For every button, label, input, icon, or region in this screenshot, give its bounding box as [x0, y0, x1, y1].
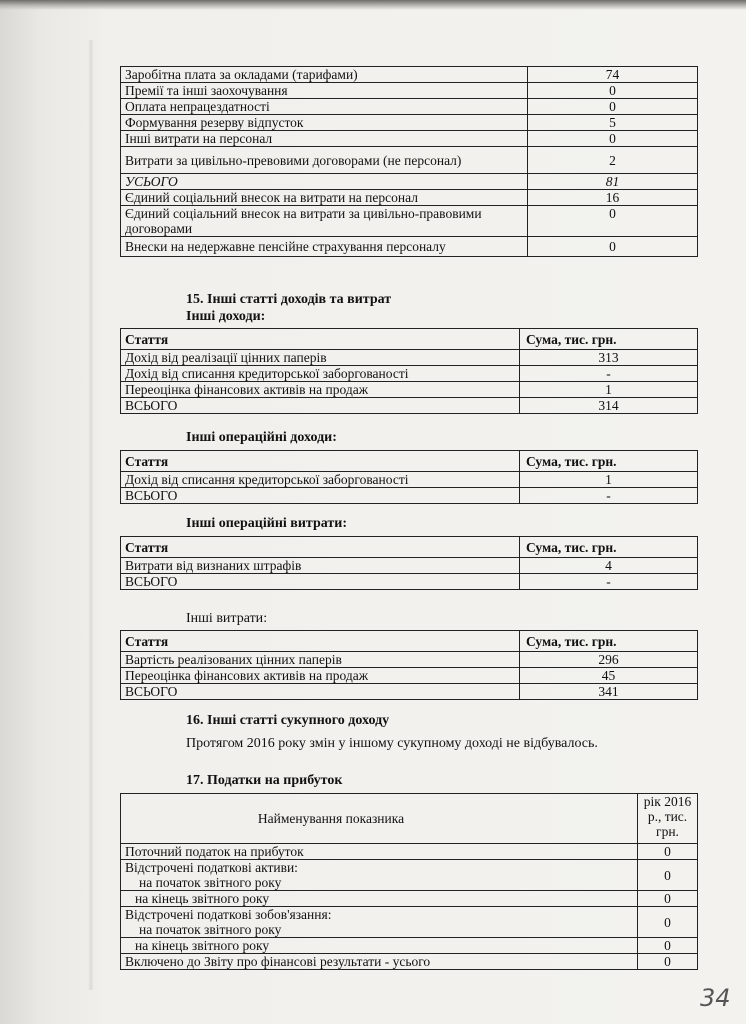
row-label [121, 907, 638, 938]
table-row [121, 366, 698, 382]
row-value: 0 [638, 891, 698, 907]
table-row [121, 131, 698, 147]
row-label: Витрати за цивільно-превовими договорами (не персонал) [121, 147, 528, 174]
header-year: рік 2016 р., тис. грн. [638, 794, 698, 844]
row-label: Включено до Звіту про фінансові результати - усього [121, 954, 638, 970]
row-value: - [520, 574, 698, 590]
other-operating-income-table [120, 450, 698, 504]
section-16-title: 16. Інші статті сукупного доходу [186, 713, 390, 728]
other-expenses-subtitle: Інші витрати: [186, 611, 268, 626]
header-article: Стаття [121, 537, 520, 558]
subtitle-text: Інші операційні витрати [186, 516, 343, 531]
table-row-total [121, 488, 698, 504]
other-income-subtitle: Інші доходи: [186, 309, 266, 324]
row-value: 0 [638, 954, 698, 970]
section-17-title: 17. Податки на прибуток [186, 773, 343, 788]
row-value: 2 [528, 147, 698, 174]
table-row [121, 891, 698, 907]
row-value: 0 [638, 938, 698, 954]
subtitle-text: Інші доходи [186, 309, 261, 324]
row-label: Єдиний соціальний внесок на витрати на персонал [121, 190, 528, 206]
table-row-total [121, 954, 698, 970]
table-row [121, 558, 698, 574]
row-label: Поточний податок на прибуток [121, 844, 638, 860]
row-label [121, 860, 638, 891]
row-value: 16 [528, 190, 698, 206]
table-row-total [121, 574, 698, 590]
row-label: на кінець звітного року [121, 938, 638, 954]
section-15-title: 15. Інші статті доходів та витрат [186, 292, 392, 307]
personnel-costs-table [120, 66, 698, 257]
table-row [121, 860, 698, 891]
table-header [121, 537, 698, 558]
header-amount: Сума, тис. грн. [520, 329, 698, 350]
sub-label: на початок звітного року [139, 875, 282, 890]
table-row [121, 237, 698, 257]
row-value: 296 [520, 652, 698, 668]
header-amount: Сума, тис. грн. [520, 451, 698, 472]
table-row [121, 844, 698, 860]
row-value: 341 [520, 684, 698, 700]
table-row-total [121, 398, 698, 414]
row-value: 4 [520, 558, 698, 574]
table-row [121, 382, 698, 398]
row-value: 1 [520, 472, 698, 488]
row-value: 74 [528, 67, 698, 83]
table-row [121, 99, 698, 115]
row-label: УСЬОГО [121, 174, 528, 190]
table-row [121, 668, 698, 684]
row-label: Єдиний соціальний внесок на витрати за цивільно-правовими договорами [121, 206, 528, 237]
scan-binding-shadow [88, 40, 94, 990]
row-value: 0 [528, 83, 698, 99]
row-value: - [520, 366, 698, 382]
table-row [121, 206, 698, 237]
row-label: Переоцінка фінансових активів на продаж [121, 668, 520, 684]
row-value: 0 [528, 131, 698, 147]
row-label: Премії та інші заохочування [121, 83, 528, 99]
table-header [121, 451, 698, 472]
other-income-table [120, 328, 698, 414]
table-row [121, 350, 698, 366]
row-value: 0 [638, 844, 698, 860]
row-value: 0 [528, 99, 698, 115]
table-row [121, 652, 698, 668]
table-row [121, 190, 698, 206]
other-operating-income-subtitle: Інші операційні доходи: [186, 430, 337, 445]
row-label: Дохід від реалізації цінних паперів [121, 350, 520, 366]
scan-top-edge [0, 0, 746, 10]
row-value: 81 [528, 174, 698, 190]
table-row [121, 472, 698, 488]
row-label: Дохід від списання кредиторської заборгованості [121, 472, 520, 488]
row-value: 1 [520, 382, 698, 398]
table-row [121, 83, 698, 99]
row-value: 0 [528, 237, 698, 257]
row-label: Переоцінка фінансових активів на продаж [121, 382, 520, 398]
row-label: Оплата непрацездатності [121, 99, 528, 115]
row-label: Дохід від списання кредиторської заборгованості [121, 366, 520, 382]
row-label: на кінець звітного року [121, 891, 638, 907]
row-label: Витрати від визнаних штрафів [121, 558, 520, 574]
group-label: Відстрочені податкові зобов'язання: [125, 907, 332, 922]
table-header [121, 794, 698, 844]
row-value: 0 [638, 860, 698, 891]
other-operating-expenses-subtitle: Інші операційні витрати: [186, 516, 347, 531]
header-amount: Сума, тис. грн. [520, 537, 698, 558]
table-row [121, 115, 698, 131]
table-row [121, 67, 698, 83]
row-label: Вартість реалізованих цінних паперів [121, 652, 520, 668]
header-article: Стаття [121, 451, 520, 472]
row-label: Заробітна плата за окладами (тарифами) [121, 67, 528, 83]
row-label: Внески на недержавне пенсійне страхування персоналу [121, 237, 528, 257]
header-article: Стаття [121, 631, 520, 652]
header-article: Стаття [121, 329, 520, 350]
row-value: - [520, 488, 698, 504]
table-row-total [121, 174, 698, 190]
sub-label: на початок звітного року [139, 922, 282, 937]
subtitle-text: Інші операційні доходи [186, 430, 333, 445]
row-label: ВСЬОГО [121, 574, 520, 590]
subtitle-text: Інші витрати [186, 611, 264, 626]
other-expenses-table [120, 630, 698, 700]
income-tax-table [120, 793, 698, 970]
row-value: 45 [520, 668, 698, 684]
row-value: 313 [520, 350, 698, 366]
table-row [121, 147, 698, 174]
table-header [121, 631, 698, 652]
row-value: 5 [528, 115, 698, 131]
table-header [121, 329, 698, 350]
table-row [121, 938, 698, 954]
row-value: 314 [520, 398, 698, 414]
group-label: Відстрочені податкові активи: [125, 860, 298, 875]
row-label: ВСЬОГО [121, 684, 520, 700]
row-label: ВСЬОГО [121, 398, 520, 414]
table-row-total [121, 684, 698, 700]
header-indicator: Найменування показника [121, 794, 638, 844]
handwritten-page-number: 34 [700, 984, 731, 1012]
row-value: 0 [638, 907, 698, 938]
header-amount: Сума, тис. грн. [520, 631, 698, 652]
table-row [121, 907, 698, 938]
section-16-text: Протягом 2016 року змін у іншому сукупному доході не відбувалось. [186, 736, 598, 751]
other-operating-expenses-table [120, 536, 698, 590]
row-label: Формування резерву відпусток [121, 115, 528, 131]
row-label: Інші витрати на персонал [121, 131, 528, 147]
row-value: 0 [528, 206, 698, 237]
row-label: ВСЬОГО [121, 488, 520, 504]
